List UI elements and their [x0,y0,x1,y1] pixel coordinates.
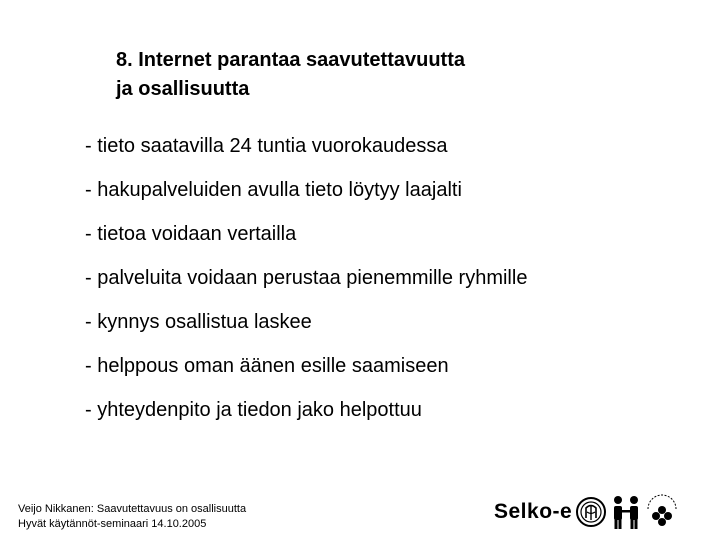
brand-name: Selko-e [494,500,573,523]
bullet-list [85,126,527,434]
footer [18,502,246,532]
slide-title-line-2: ja osallisuutta [116,78,250,100]
flower-seal-logo-icon [644,493,680,531]
bullet-item: - hakupalveluiden avulla tieto löytyy laajalti [85,179,462,201]
slide-title-line-1: 8. Internet parantaa saavutettavuutta [116,49,465,71]
footer-author: Veijo Nikkanen: Saavutettavuus on osallisuutta [18,503,247,515]
bullet-item: - yhteydenpito ja tiedon jako helpottuu [85,399,422,421]
selko-circle-logo-icon [574,494,608,530]
bullet-item: - tieto saatavilla 24 tuntia vuorokaudessa [85,135,448,157]
people-figures-logo-icon [610,493,642,531]
brand-area [494,492,680,532]
bullet-item: - palveluita voidaan perustaa pienemmille ryhmille [85,267,528,289]
bullet-item: - tietoa voidaan vertailla [85,223,297,245]
footer-event: Hyvät käytännöt-seminaari 14.10.2005 [18,518,207,530]
slide-title [116,46,636,104]
bullet-item: - kynnys osallistua laskee [85,311,312,333]
bullet-item: - helppous oman äänen esille saamiseen [85,355,449,377]
